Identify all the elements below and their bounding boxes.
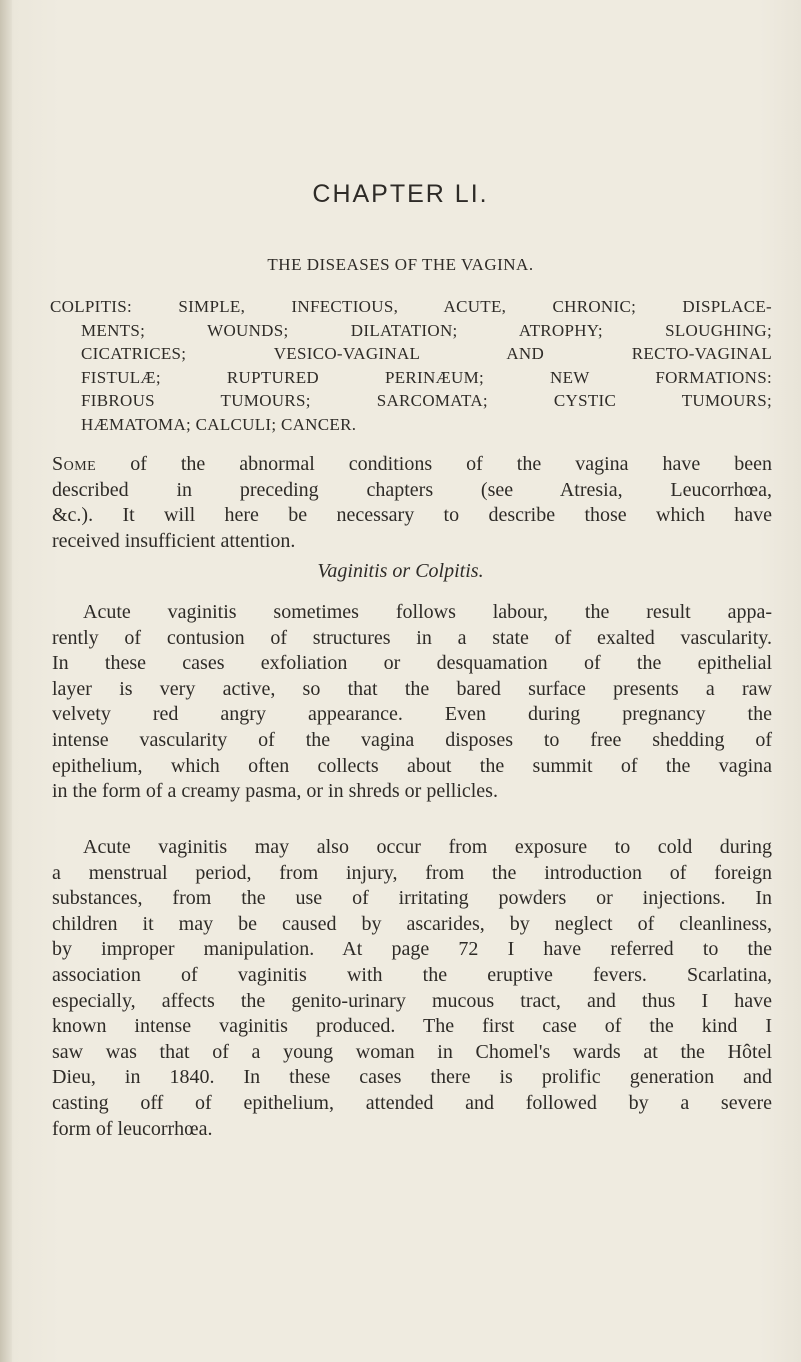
- text-line: a menstrual period, from injury, from the introduction of foreign: [52, 861, 772, 884]
- chapter-title: CHAPTER LI.: [312, 180, 489, 208]
- text-line: saw was that of a young woman in Chomel's wards at the Hôtel: [52, 1040, 772, 1063]
- summary-line: CICATRICES; VESICO-VAGINAL AND RECTO-VAGINAL: [81, 344, 772, 363]
- text-line: &c.). It will here be necessary to describe those which have: [52, 504, 772, 527]
- summary-line: FIBROUS TUMOURS; SARCOMATA; CYSTIC TUMOURS;: [81, 391, 772, 410]
- text-line: epithelium, which often collects about the summit of the vagina: [52, 754, 772, 777]
- text-line: form of leucorrhœa.: [52, 1117, 213, 1140]
- body-paragraph-1: [52, 600, 772, 805]
- text-line: substances, from the use of irritating powders or injections. In: [52, 887, 772, 910]
- text-line: described in preceding chapters (see Atresia, Leucorrhœa,: [52, 478, 772, 501]
- summary-line: MENTS; WOUNDS; DILATATION; ATROPHY; SLOUGHING;: [81, 320, 772, 340]
- summary-line: FISTULÆ; RUPTURED PERINÆUM; NEW FORMATIONS:: [81, 367, 772, 387]
- text-line: association of vaginitis with the eruptive fevers. Scarlatina,: [52, 963, 772, 986]
- text-line: Dieu, in 1840. In these cases there is prolific generation and: [52, 1066, 772, 1089]
- summary-line: HÆMATOMA; CALCULI; CANCER.: [81, 414, 357, 434]
- text-line: velvety red angry appearance. Even during pregnancy the: [52, 703, 772, 726]
- text-line: Acute vaginitis may also occur from exposure to cold during: [83, 836, 772, 858]
- text-line: Some of the abnormal conditions of the vagina have been: [52, 453, 772, 475]
- drop-word: Some: [52, 453, 97, 475]
- intro-paragraph: [52, 452, 772, 554]
- text-line: casting off of epithelium, attended and followed by a severe: [52, 1091, 772, 1114]
- text-line: rently of contusion of structures in a state of exalted vascularity.: [52, 626, 772, 649]
- section-title: THE DISEASES OF THE VAGINA.: [267, 255, 534, 274]
- text-line: known intense vaginitis produced. The first case of the kind I: [52, 1015, 772, 1038]
- text-line: by improper manipulation. At page 72 I have referred to the: [52, 938, 772, 961]
- text-line: layer is very active, so that the bared surface presents a raw: [52, 677, 772, 700]
- chapter-summary: [50, 295, 772, 436]
- text-line: in the form of a creamy pasma, or in shreds or pellicles.: [52, 780, 498, 803]
- summary-line: COLPITIS: SIMPLE, INFECTIOUS, ACUTE, CHRONIC; DISPLACE-: [50, 297, 772, 316]
- body-paragraph-2: [52, 835, 772, 1142]
- text-line: In these cases exfoliation or desquamation of the epithelial: [52, 652, 772, 675]
- text-line: children it may be caused by ascarides, by neglect of cleanliness,: [52, 912, 772, 935]
- text-line: especially, affects the genito-urinary mucous tract, and thus I have: [52, 989, 772, 1012]
- section-subheading: Vaginitis or Colpitis.: [317, 560, 484, 582]
- text-line: received insufficient attention.: [52, 529, 296, 552]
- text-line: intense vascularity of the vagina disposes to free shedding of: [52, 728, 772, 751]
- text-line: Acute vaginitis sometimes follows labour, the result appa-: [83, 601, 772, 623]
